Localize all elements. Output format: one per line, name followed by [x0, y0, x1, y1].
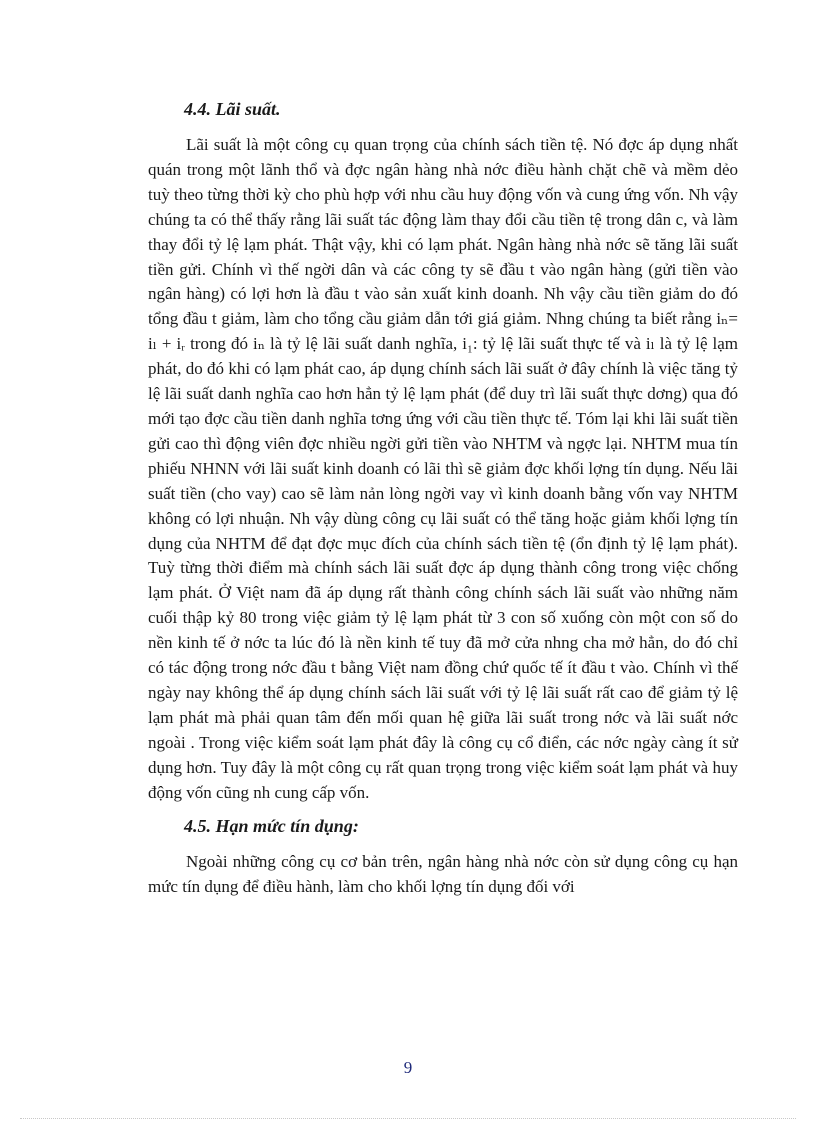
section-heading-4-4: 4.4. Lãi suất. — [184, 99, 281, 119]
section-paragraph-4-5: Ngoài những công cụ cơ bản trên, ngân hàng nhà nớc còn sử dụng công cụ hạn mức tín dụng để điều hành, làm cho khối lợng tín dụng đối với — [148, 852, 738, 897]
page-number: 9 — [403, 1058, 413, 1077]
page-bottom-rule — [20, 1118, 796, 1119]
section-paragraph-4-4: Lãi suất là một công cụ quan trọng của chính sách tiền tệ. Nó đợc áp dụng nhất quán trong một lãnh thổ và đợc ngân hàng nhà nớc điều hành chặt chẽ và mềm dẻo tuỳ theo từng thời kỳ cho phù hợp với nhu cầu huy động vốn và cung ứng vốn. Nh vậy chúng ta có thể thấy rằng lãi suất tác động làm thay đổi cầu tiền tệ trong dân c, và làm thay đổi tỷ lệ lạm phát. Thật vậy, khi có lạm phát. Ngân hàng nhà nớc sẽ tăng lãi suất tiền gửi. Chính vì thế ngời dân và các công ty sẽ đầu t vào ngân hàng (gửi tiền vào ngân hàng) có lợi hơn là đầu t vào sản xuất kinh doanh. Nh vậy cầu tiền giảm do đó tổng đầu t giảm, làm cho tổng cầu giảm dẫn tới giá giảm. Nhng chúng ta biết rằng iₙ= iₗ + iᵣ trong đó iₙ là tỷ lệ lãi suất danh nghĩa, i₁: tỷ lệ lãi suất thực tế và iₗ là tỷ lệ lạm phát, do đó khi có lạm phát cao, áp dụng chính sách lãi suất ở đây chính là việc tăng tỷ lệ lãi suất danh nghĩa cao hơn hẳn tỷ lệ lạm phát (để duy trì lãi suất thực dơng) qua đó mới tạo đợc cầu tiền danh nghĩa tơng ứng với cầu tiền thực tế. Tóm lại khi lãi suất tiền gửi cao thì động viên đợc nhiều ngời gửi tiền vào NHTM và ngợc lại. NHTM mua tín phiếu NHNN với lãi suất kinh doanh có lãi thì sẽ giảm đợc khối lợng tín dụng. Nếu lãi suất tiền (cho vay) cao sẽ làm nản lòng ngời vay vì kinh doanh bằng vốn vay NHTM không có lợi nhuận. Nh vậy dùng công cụ lãi suất có thể tăng hoặc giảm khối lợng tín dụng của NHTM để đạt đợc mục đích của chính sách tiền tệ (ổn định tỷ lệ lạm phát). Tuỳ từng thời điểm mà chính sách lãi suất đợc áp dụng thành công trong việc chống lạm phát. Ở Việt nam đã áp dụng rất thành công chính sách lãi suất vào những năm cuối thập kỷ 80 trong việc giảm tỷ lệ lạm phát từ 3 con số xuống còn một con số do nền kinh tế ở nớc ta lúc đó là nền kinh tế tuy đã mở cửa nhng cha mở hẳn, do đó chỉ có tác động trong nớc đầu t bằng Việt nam đồng chứ quốc tế ít đầu t vào. Chính vì thế ngày nay không thể áp dụng chính sách lãi suất với tỷ lệ lãi suất rất cao để giảm tỷ lệ lạm phát mà phải quan tâm đến mối quan hệ giữa lãi suất trong nớc và lãi suất nớc ngoài . Trong việc kiểm soát lạm phát đây là công cụ cổ điển, các nớc ngày càng ít sử dụng hơn. Tuy đây là một công cụ rất quan trọng trong việc kiểm soát lạm phát và huy động vốn cũng nh cung cấp vốn. — [148, 135, 738, 802]
page-body — [148, 96, 738, 900]
section-heading-4-5: 4.5. Hạn mức tín dụng: — [184, 816, 359, 837]
